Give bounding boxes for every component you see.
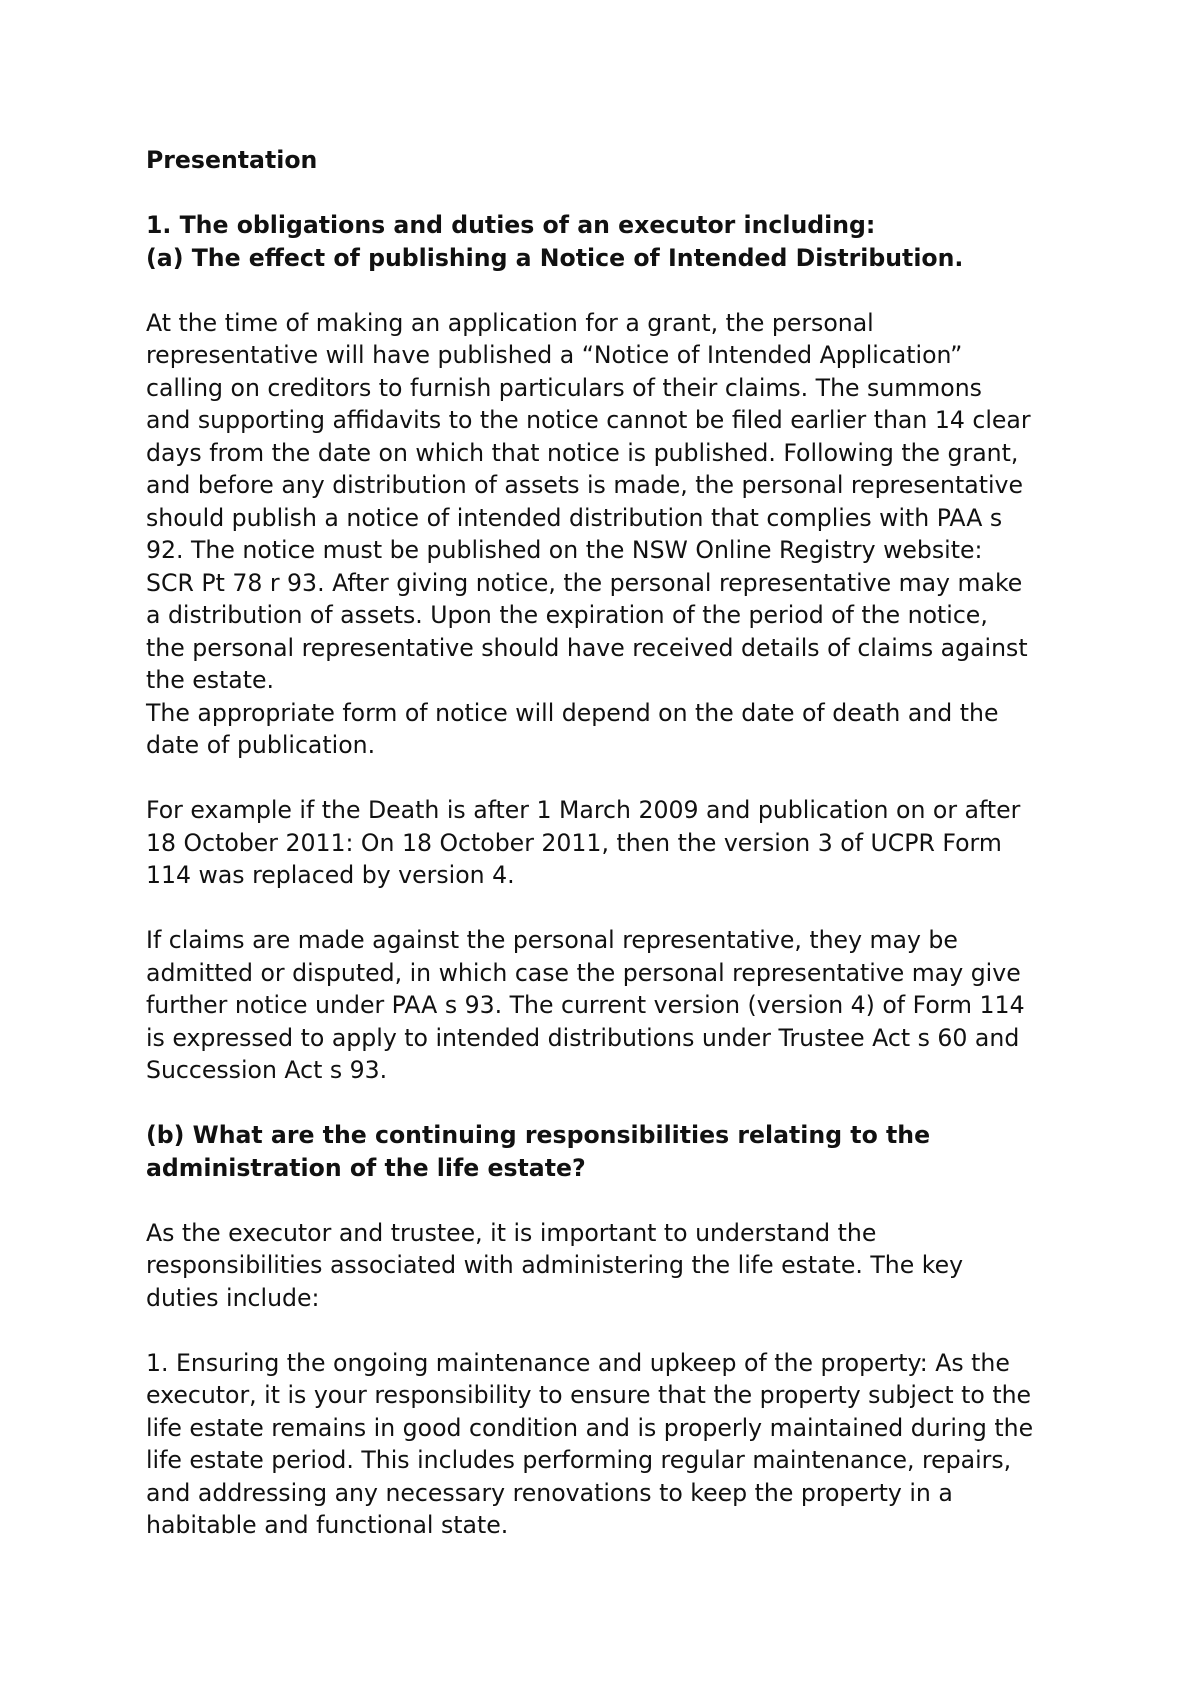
spacer [146,762,1066,795]
paragraph-executor-trustee: As the executor and trustee, it is important to understand the responsibilities associated with administering the life estate. The key duties include: [146,1218,964,1312]
subsection-heading-b: (b) What are the continuing responsibilities relating to the administration of the life estate? [146,1121,931,1182]
subsection-heading-a: (a) The effect of publishing a Notice of Intended Distribution. [146,243,964,272]
paragraph-notice-application: At the time of making an application for a grant, the personal representative will have published a “Notice of Intended Application” calling on creditors to furnish particulars of their claims. The summons and supporting affidavits to the notice cannot be filed earlier than 14 clear days from the date on which that notice is published. Following the grant, and before any distribution of assets is made, the personal representative should publish a notice of intended distribution that complies with PAA s 92. The notice must be published on the NSW Online Registry website: SCR Pt 78 r 93. After giving notice, the personal representative may make a distribution of assets. Upon the expiration of the period of the notice, the personal representative should have received details of claims against the estate. [146,308,1031,694]
spacer [146,1087,1066,1120]
paragraph-form-of-notice: The appropriate form of notice will depend on the date of death and the date of publication. [146,698,999,759]
paragraph-maintenance-duty: 1. Ensuring the ongoing maintenance and upkeep of the property: As the executor, it is your responsibility to ensure that the property subject to the life estate remains in good condition and is properly maintained during the life estate period. This includes performing regular maintenance, repairs, and addressing any necessary renovations to keep the property in a habitable and functional state. [146,1348,1034,1539]
spacer [146,1184,1066,1217]
spacer [146,274,1066,307]
paragraph-claims: If claims are made against the personal representative, they may be admitted or disputed, in which case the personal representative may give further notice under PAA s 93. The current version (version 4) of Form 114 is expressed to apply to intended distributions under Trustee Act s 60 and Succession Act s 93. [146,926,1025,1084]
paragraph-example: For example if the Death is after 1 March 2009 and publication on or after 18 October 2011: On 18 October 2011, then the version 3 of UCPR Form 114 was replaced by version 4. [146,796,1021,889]
section-heading-1: 1. The obligations and duties of an executor including: [146,211,876,239]
spacer [146,1314,1066,1347]
spacer [146,177,1066,210]
spacer [146,892,1066,925]
document-body [146,144,1066,1542]
document-title: Presentation [146,146,318,174]
